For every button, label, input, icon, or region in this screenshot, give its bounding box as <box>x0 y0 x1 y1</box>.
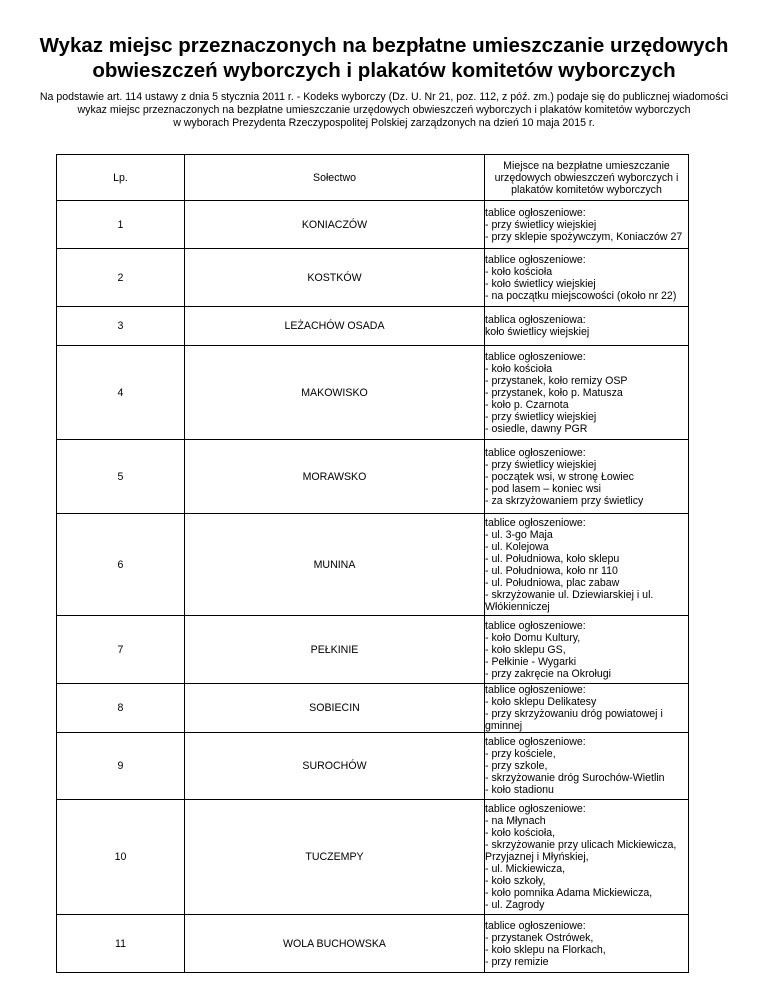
place-line: - przy skrzyżowaniu dróg powiatowej i gminnej <box>485 708 663 732</box>
place-line: - ul. Południowa, koło nr 110 <box>485 564 618 577</box>
row-solectwo: KONIACZÓW <box>185 201 485 249</box>
place-line: - Pełkinie - Wygarki <box>485 655 577 668</box>
locations-table <box>56 154 689 973</box>
intro-line: Na podstawie art. 114 ustawy z dnia 5 stycznia 2011 r. - Kodeks wyborczy (Dz. U. Nr 21, poz. 112, z póź. zm.) podaje się do publicznej wiadomości <box>39 91 729 103</box>
row-miejsce <box>485 733 689 800</box>
table-row <box>57 684 689 733</box>
table-row <box>57 800 689 915</box>
table-row <box>57 616 689 684</box>
table-row <box>57 201 689 249</box>
title-line: obwieszczeń wyborczych i plakatów komitetów wyborczych <box>92 59 676 82</box>
row-solectwo: MAKOWISKO <box>185 346 485 440</box>
row-number: 6 <box>57 514 185 616</box>
row-miejsce <box>485 800 689 915</box>
place-line: - ul. Mickiewicza, <box>485 863 566 875</box>
place-line: - ul. Kolejowa <box>485 540 549 553</box>
row-miejsce <box>485 616 689 684</box>
table-row <box>57 440 689 514</box>
row-number: 8 <box>57 684 185 733</box>
place-line: - ul. Południowa, plac zabaw <box>485 576 620 589</box>
place-line: tablice ogłoszeniowe: <box>485 446 586 459</box>
row-number: 2 <box>57 249 185 307</box>
table-row <box>57 307 689 346</box>
place-line: - przy szkole, <box>485 760 548 772</box>
row-miejsce <box>485 915 689 973</box>
row-number: 4 <box>57 346 185 440</box>
place-line: - koło kościoła <box>485 362 553 375</box>
row-number: 10 <box>57 800 185 915</box>
table-row <box>57 514 689 616</box>
place-line: - koło stadionu <box>485 784 554 796</box>
row-solectwo: PEŁKINIE <box>185 616 485 684</box>
place-line: - koło sklepu Delikatesy <box>485 696 597 708</box>
row-solectwo: LEŻACHÓW OSADA <box>185 307 485 346</box>
row-solectwo: SOBIECIN <box>185 684 485 733</box>
place-line: - przy świetlicy wiejskiej <box>485 458 597 471</box>
place-line: tablice ogłoszeniowe: <box>485 350 586 363</box>
row-number: 11 <box>57 915 185 973</box>
place-line: - osiedle, dawny PGR <box>485 422 588 435</box>
place-line: tablice ogłoszeniowe: <box>485 206 586 219</box>
row-solectwo: WOLA BUCHOWSKA <box>185 915 485 973</box>
place-line: - na początku miejscowości (około nr 22) <box>485 289 677 302</box>
row-miejsce <box>485 346 689 440</box>
row-solectwo: MORAWSKO <box>185 440 485 514</box>
row-miejsce <box>485 249 689 307</box>
place-line: - koło szkoły, <box>485 875 546 887</box>
row-miejsce <box>485 201 689 249</box>
document-title <box>0 33 768 83</box>
place-line: - początek wsi, w stronę Łowiec <box>485 470 634 483</box>
place-line: - skrzyżowanie ul. Dziewiarskiej i ul. Włókienniczej <box>485 588 654 613</box>
place-line: - ul. Południowa, koło sklepu <box>485 552 620 565</box>
row-number: 7 <box>57 616 185 684</box>
table-row <box>57 915 689 973</box>
title-line: Wykaz miejsc przeznaczonych na bezpłatne umieszczanie urzędowych <box>39 34 729 57</box>
row-miejsce <box>485 307 689 346</box>
place-line: - przy sklepie spożywczym, Koniaczów 27 <box>485 230 683 243</box>
table-header-row <box>57 155 689 201</box>
intro-paragraph <box>0 91 768 130</box>
table-row <box>57 249 689 307</box>
place-line: tablice ogłoszeniowe: <box>485 919 586 932</box>
place-line: - przystanek, koło remizy OSP <box>485 374 628 387</box>
row-number: 3 <box>57 307 185 346</box>
place-line: - koło p. Czarnota <box>485 398 569 411</box>
place-line: - ul. Zagrody <box>485 899 545 911</box>
table-row <box>57 733 689 800</box>
row-number: 1 <box>57 201 185 249</box>
place-line: tablice ogłoszeniowe: <box>485 253 586 266</box>
place-line: tablice ogłoszeniowe: <box>485 516 586 529</box>
row-miejsce <box>485 514 689 616</box>
place-line: - skrzyżowanie dróg Surochów-Wietlin <box>485 772 665 784</box>
place-line: - przystanek, koło p. Matusza <box>485 386 623 399</box>
place-line: - przy zakręcie na Okroługi <box>485 667 611 680</box>
header-miejsce: Miejsce na bezpłatne umieszczanie urzędowych obwieszczeń wyborczych i plakatów komitetów wyborczych <box>485 155 689 201</box>
place-line: - za skrzyżowaniem przy świetlicy <box>485 494 644 507</box>
intro-line: w wyborach Prezydenta Rzeczypospolitej Polskiej zarządzonych na dzień 10 maja 2015 r. <box>173 117 595 129</box>
place-line: - przy remizie <box>485 955 549 968</box>
place-line: - przystanek Ostrówek, <box>485 931 594 944</box>
row-number: 5 <box>57 440 185 514</box>
place-line: - skrzyżowanie przy ulicach Mickiewicza, Przyjaznej i Młyńskiej, <box>485 839 677 863</box>
row-number: 9 <box>57 733 185 800</box>
row-solectwo: SUROCHÓW <box>185 733 485 800</box>
row-solectwo: TUCZEMPY <box>185 800 485 915</box>
place-line: - koło świetlicy wiejskiej <box>485 277 596 290</box>
table-row <box>57 346 689 440</box>
place-line: - koło kościoła <box>485 265 553 278</box>
place-line: - koło pomnika Adama Mickiewicza, <box>485 887 653 899</box>
row-miejsce <box>485 440 689 514</box>
place-line: - koło kościoła, <box>485 827 556 839</box>
row-miejsce <box>485 684 689 733</box>
place-line: - na Młynach <box>485 815 546 827</box>
place-line: tablice ogłoszeniowe: <box>485 736 586 748</box>
place-line: koło świetlicy wiejskiej <box>485 326 590 338</box>
row-solectwo: MUNINA <box>185 514 485 616</box>
place-line: tablice ogłoszeniowe: <box>485 619 586 632</box>
place-line: - koło sklepu GS, <box>485 643 566 656</box>
place-line: - koło Domu Kultury, <box>485 631 581 644</box>
place-line: tablice ogłoszeniowe: <box>485 803 586 815</box>
header-lp: Lp. <box>57 155 185 201</box>
place-line: tablice ogłoszeniowe: <box>485 684 586 696</box>
place-line: - koło sklepu na Florkach, <box>485 943 606 956</box>
header-solectwo: Sołectwo <box>185 155 485 201</box>
place-line: tablica ogłoszeniowa: <box>485 314 586 326</box>
place-line: - przy świetlicy wiejskiej <box>485 218 597 231</box>
place-line: - przy kościele, <box>485 748 556 760</box>
intro-line: wykaz miejsc przeznaczonych na bezpłatne umieszczanie urzędowych obwieszczeń wyborczych i plakatów komitetów wyborczych <box>77 104 691 116</box>
place-line: - przy świetlicy wiejskiej <box>485 410 597 423</box>
place-line: - ul. 3-go Maja <box>485 528 553 541</box>
row-solectwo: KOSTKÓW <box>185 249 485 307</box>
place-line: - pod lasem – koniec wsi <box>485 482 601 495</box>
